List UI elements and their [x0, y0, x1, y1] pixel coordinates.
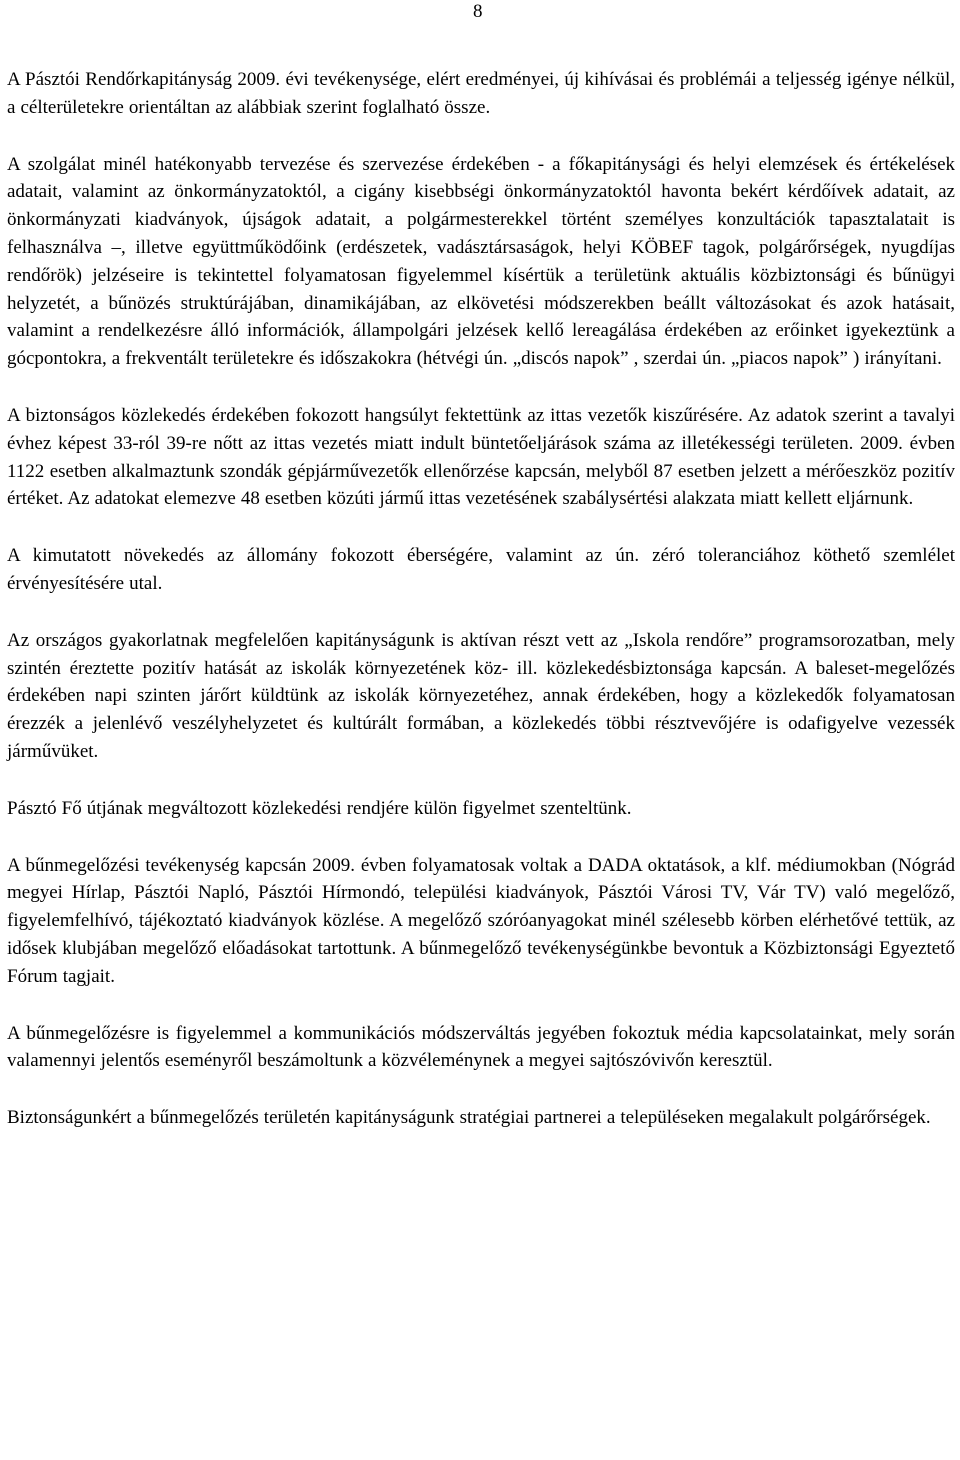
paragraph-traffic-safety: A biztonságos közlekedés érdekében fokozott hangsúlyt fektettünk az ittas vezetők kiszűrésére. Az adatok szerint a tavalyi évhez képest 33-ról 39-re nőtt az ittas vezetés miatt indult büntetőeljárások száma az illetékességi területen. 2009. évben 1122 esetben alkalmaztunk szondák gépjárművezetők ellenőrzése kapcsán, melyből 87 esetben jelzett a mérőeszköz pozitív értéket. Az adatokat elemezve 48 esetben közúti jármű ittas vezetésének szabálysértési alakzata miatt kellett eljárnunk. [7, 404, 955, 510]
paragraph-main-road: Pásztó Fő útjának megváltozott közlekedési rendjére külön figyelmet szenteltünk. [7, 797, 632, 819]
paragraph-strategic-partners: Biztonságunkért a bűnmegelőzés területén kapitányságunk stratégiai partnerei a településeken megalakult polgárőrségek. [7, 1107, 931, 1129]
page-number: 8 [473, 1, 483, 22]
paragraph-school-police: Az országos gyakorlatnak megfelelően kapitányságunk is aktívan részt vett az „Iskola rendőre” programsorozatban, mely szintén éreztette pozitív hatását az iskolák környezetének köz- ill. közlekedésbiztonsága kapcsán. A baleset-megelőzés érdekében napi szinten járőrt küldtünk az iskolák környezetéhez, annak érdekében, hogy a közlekedők folyamatosan érezzék a jelenlévő veszélyhelyzetet és kultúrált formában, a közlekedés többi résztvevőjére is odafigyelve vezessék járművüket. [7, 629, 955, 762]
document-body [7, 66, 955, 1161]
paragraph-service-planning: A szolgálat minél hatékonyabb tervezése és szervezése érdekében - a főkapitánysági és helyi elemzések és értékelések adatait, valamint az önkormányzatoktól, a cigány kisebbségi önkormányzatoktól havonta bekért kérdőívek adatait, az önkormányzati kiadványok, újságok adatait, a polgármesterekkel történt személyes konzultációk tapasztalatait is felhasználva –, illetve együttműködőink (erdészetek, vadásztársaságok, helyi KÖBEF tagok, polgárőrségek, nyugdíjas rendőrök) jelzéseire is tekintettel folyamatosan figyelemmel kísértük a területünk aktuális közbiztonsági és bűnügyi helyzetét, a bűnözés struktúrájában, dinamikájában, az elkövetési módszerekben beállt változásokat és azok hatásait, valamint a rendelkezésre álló információk, állampolgári jelzések kellő lereagálása érdekében az erőinket igyekeztünk a gócpontokra, a frekventált területekre és időszakokra (hétvégi ún. „discós napok” , szerdai ún. „piacos napok” ) irányítani. [7, 153, 955, 370]
paragraph-intro: A Pásztói Rendőrkapitányság 2009. évi tevékenysége, elért eredményei, új kihívásai és problémái a teljesség igénye nélkül, a célterületekre orientáltan az alábbiak szerint foglalható össze. [7, 69, 955, 118]
paragraph-crime-prevention: A bűnmegelőzési tevékenység kapcsán 2009. évben folyamatosak voltak a DADA oktatások, a klf. médiumokban (Nógrád megyei Hírlap, Pásztói Napló, Pásztói Hírmondó, települési kiadványok, Pásztói Városi TV, Vár TV) való megelőző, figyelemfelhívó, tájékoztató kiadványok közlése. A megelőző szóróanyagokat minél szélesebb körben elérhetővé tettük, az idősek klubjában megelőző előadásokat tartottunk. A bűnmegelőző tevékenységünkbe bevontuk a Közbiztonsági Egyeztető Fórum tagjait. [7, 854, 955, 987]
paragraph-increase-note: A kimutatott növekedés az állomány fokozott éberségére, valamint az ún. zéró toleranciához köthető szemlélet érvényesítésére utal. [7, 545, 955, 594]
paragraph-media-relations: A bűnmegelőzésre is figyelemmel a kommunikációs módszerváltás jegyében fokoztuk média kapcsolatainkat, mely során valamennyi jelentős eseményről beszámoltunk a közvéleménynek a megyei sajtószóvivőn keresztül. [7, 1022, 955, 1072]
